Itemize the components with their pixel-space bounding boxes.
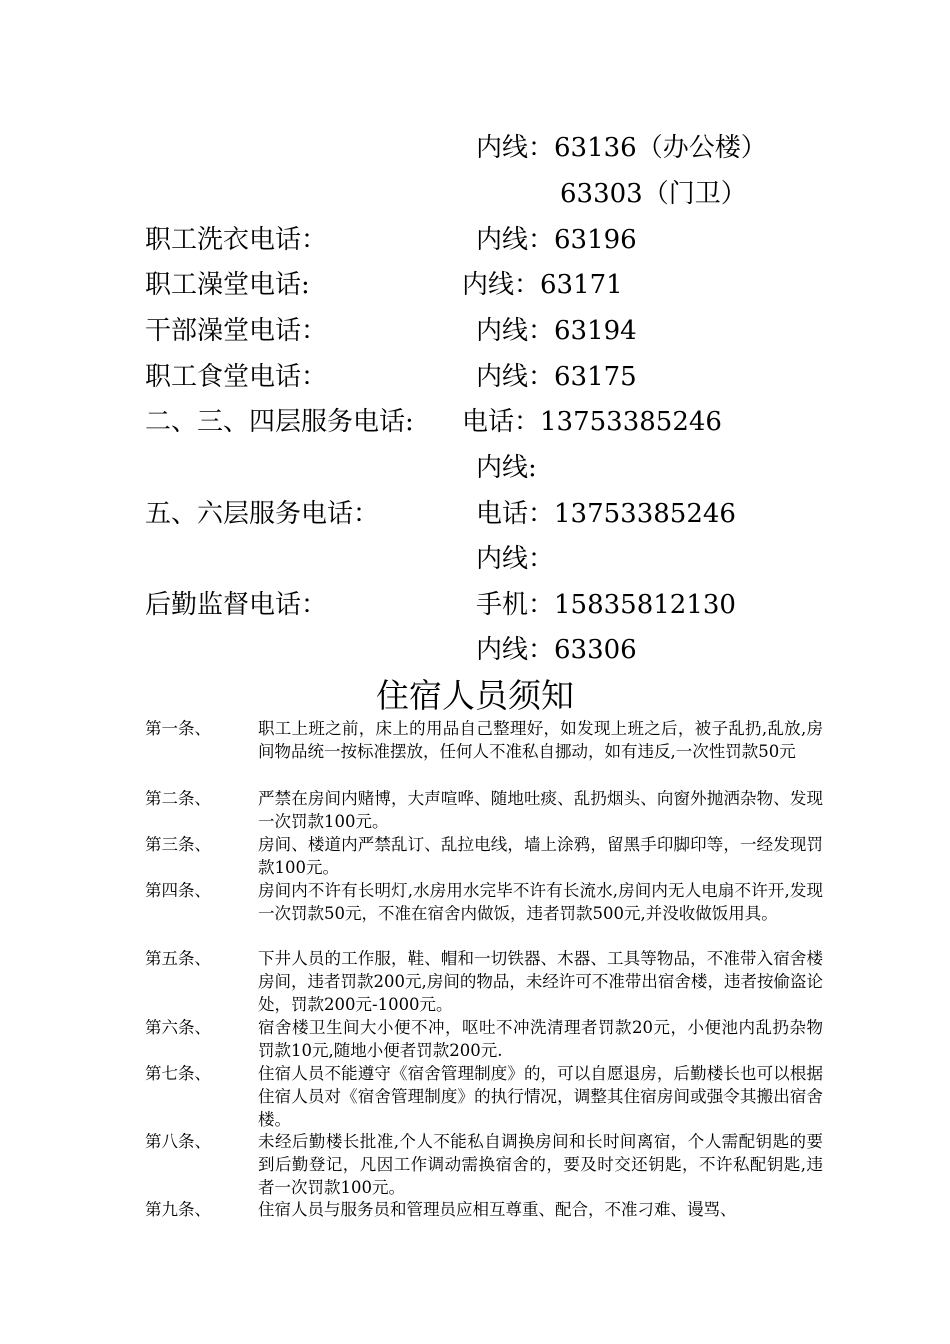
floors-234-phone: 电话：13753385246 — [462, 407, 722, 437]
bath-label: 职工澡堂电话: — [145, 270, 310, 300]
article-number: 第二条、 — [145, 789, 211, 808]
laundry-value: 内线：63196 — [476, 225, 637, 255]
article-number: 第六条、 — [145, 1018, 211, 1037]
supervise-ext: 内线：63306 — [476, 635, 637, 665]
floors-56-label: 五、六层服务电话： — [145, 499, 380, 529]
laundry-label: 职工洗衣电话： — [145, 225, 328, 255]
floors-234-label: 二、三、四层服务电话: — [145, 407, 414, 437]
article-number: 第九条、 — [145, 1200, 211, 1219]
gate-ext: 63303（门卫） — [560, 179, 747, 209]
floors-234-ext: 内线: — [476, 453, 537, 483]
notice-title: 住宿人员须知 — [376, 676, 574, 715]
cadre-bath-label: 干部澡堂电话： — [145, 316, 328, 346]
article-text: 下井人员的工作服，鞋、帽和一切铁器、木器、工具等物品，不准带入宿舍楼房间，违者罚款200元,房间的物品，未经许可不准带出宿舍楼，违者按偷盗论处，罚款200元-1000元。 — [258, 949, 823, 1014]
article-text: 未经后勤楼长批准,个人不能私自调换房间和长时间离宿，个人需配钥匙的要到后勤登记，凡因工作调动需换宿舍的，要及时交还钥匙，不许私配钥匙,违者一次罚款100元。 — [258, 1132, 823, 1197]
article-number: 第五条、 — [145, 949, 211, 968]
bath-value: 内线：63171 — [462, 270, 623, 300]
article-text: 房间内不许有长明灯,水房用水完毕不许有长流水,房间内无人电扇不许开,发现一次罚款50元，不准在宿舍内做饭，违者罚款500元,并没收做饭用具。 — [258, 881, 823, 923]
office-ext: 内线：63136（办公楼） — [476, 133, 767, 163]
article-number: 第一条、 — [145, 719, 211, 738]
article-text: 住宿人员不能遵守《宿舍管理制度》的，可以自愿退房，后勤楼长也可以根据住宿人员对《宿舍管理制度》的执行情况，调整其住宿房间或强令其搬出宿舍楼。 — [258, 1064, 823, 1129]
article-number: 第三条、 — [145, 835, 211, 854]
supervise-label: 后勤监督电话： — [145, 590, 328, 620]
article-text: 宿舍楼卫生间大小便不冲，呕吐不冲洗清理者罚款20元，小便池内乱扔杂物罚款10元,随地小便者罚款200元. — [258, 1018, 823, 1060]
supervise-mobile: 手机：15835812130 — [476, 590, 736, 620]
floors-56-phone: 电话：13753385246 — [476, 499, 736, 529]
canteen-value: 内线：63175 — [476, 362, 637, 392]
article-number: 第七条、 — [145, 1064, 211, 1083]
floors-56-ext: 内线： — [476, 544, 555, 574]
article-text: 职工上班之前，床上的用品自己整理好，如发现上班之后，被子乱扔,乱放,房间物品统一按标准摆放，任何人不准私自挪动，如有违反,一次性罚款50元 — [258, 719, 823, 761]
article-text: 房间、楼道内严禁乱订、乱拉电线，墙上涂鸦，留黑手印脚印等，一经发现罚款100元。 — [258, 835, 823, 877]
article-number: 第四条、 — [145, 881, 211, 900]
article-number: 第八条、 — [145, 1132, 211, 1151]
article-text: 住宿人员与服务员和管理员应相互尊重、配合，不准刁难、谩骂、 — [258, 1200, 737, 1219]
article-text: 严禁在房间内赌博，大声喧哗、随地吐痰、乱扔烟头、向窗外抛洒杂物、发现一次罚款100元。 — [258, 789, 823, 831]
canteen-label: 职工食堂电话： — [145, 362, 328, 392]
cadre-bath-value: 内线：63194 — [476, 316, 637, 346]
